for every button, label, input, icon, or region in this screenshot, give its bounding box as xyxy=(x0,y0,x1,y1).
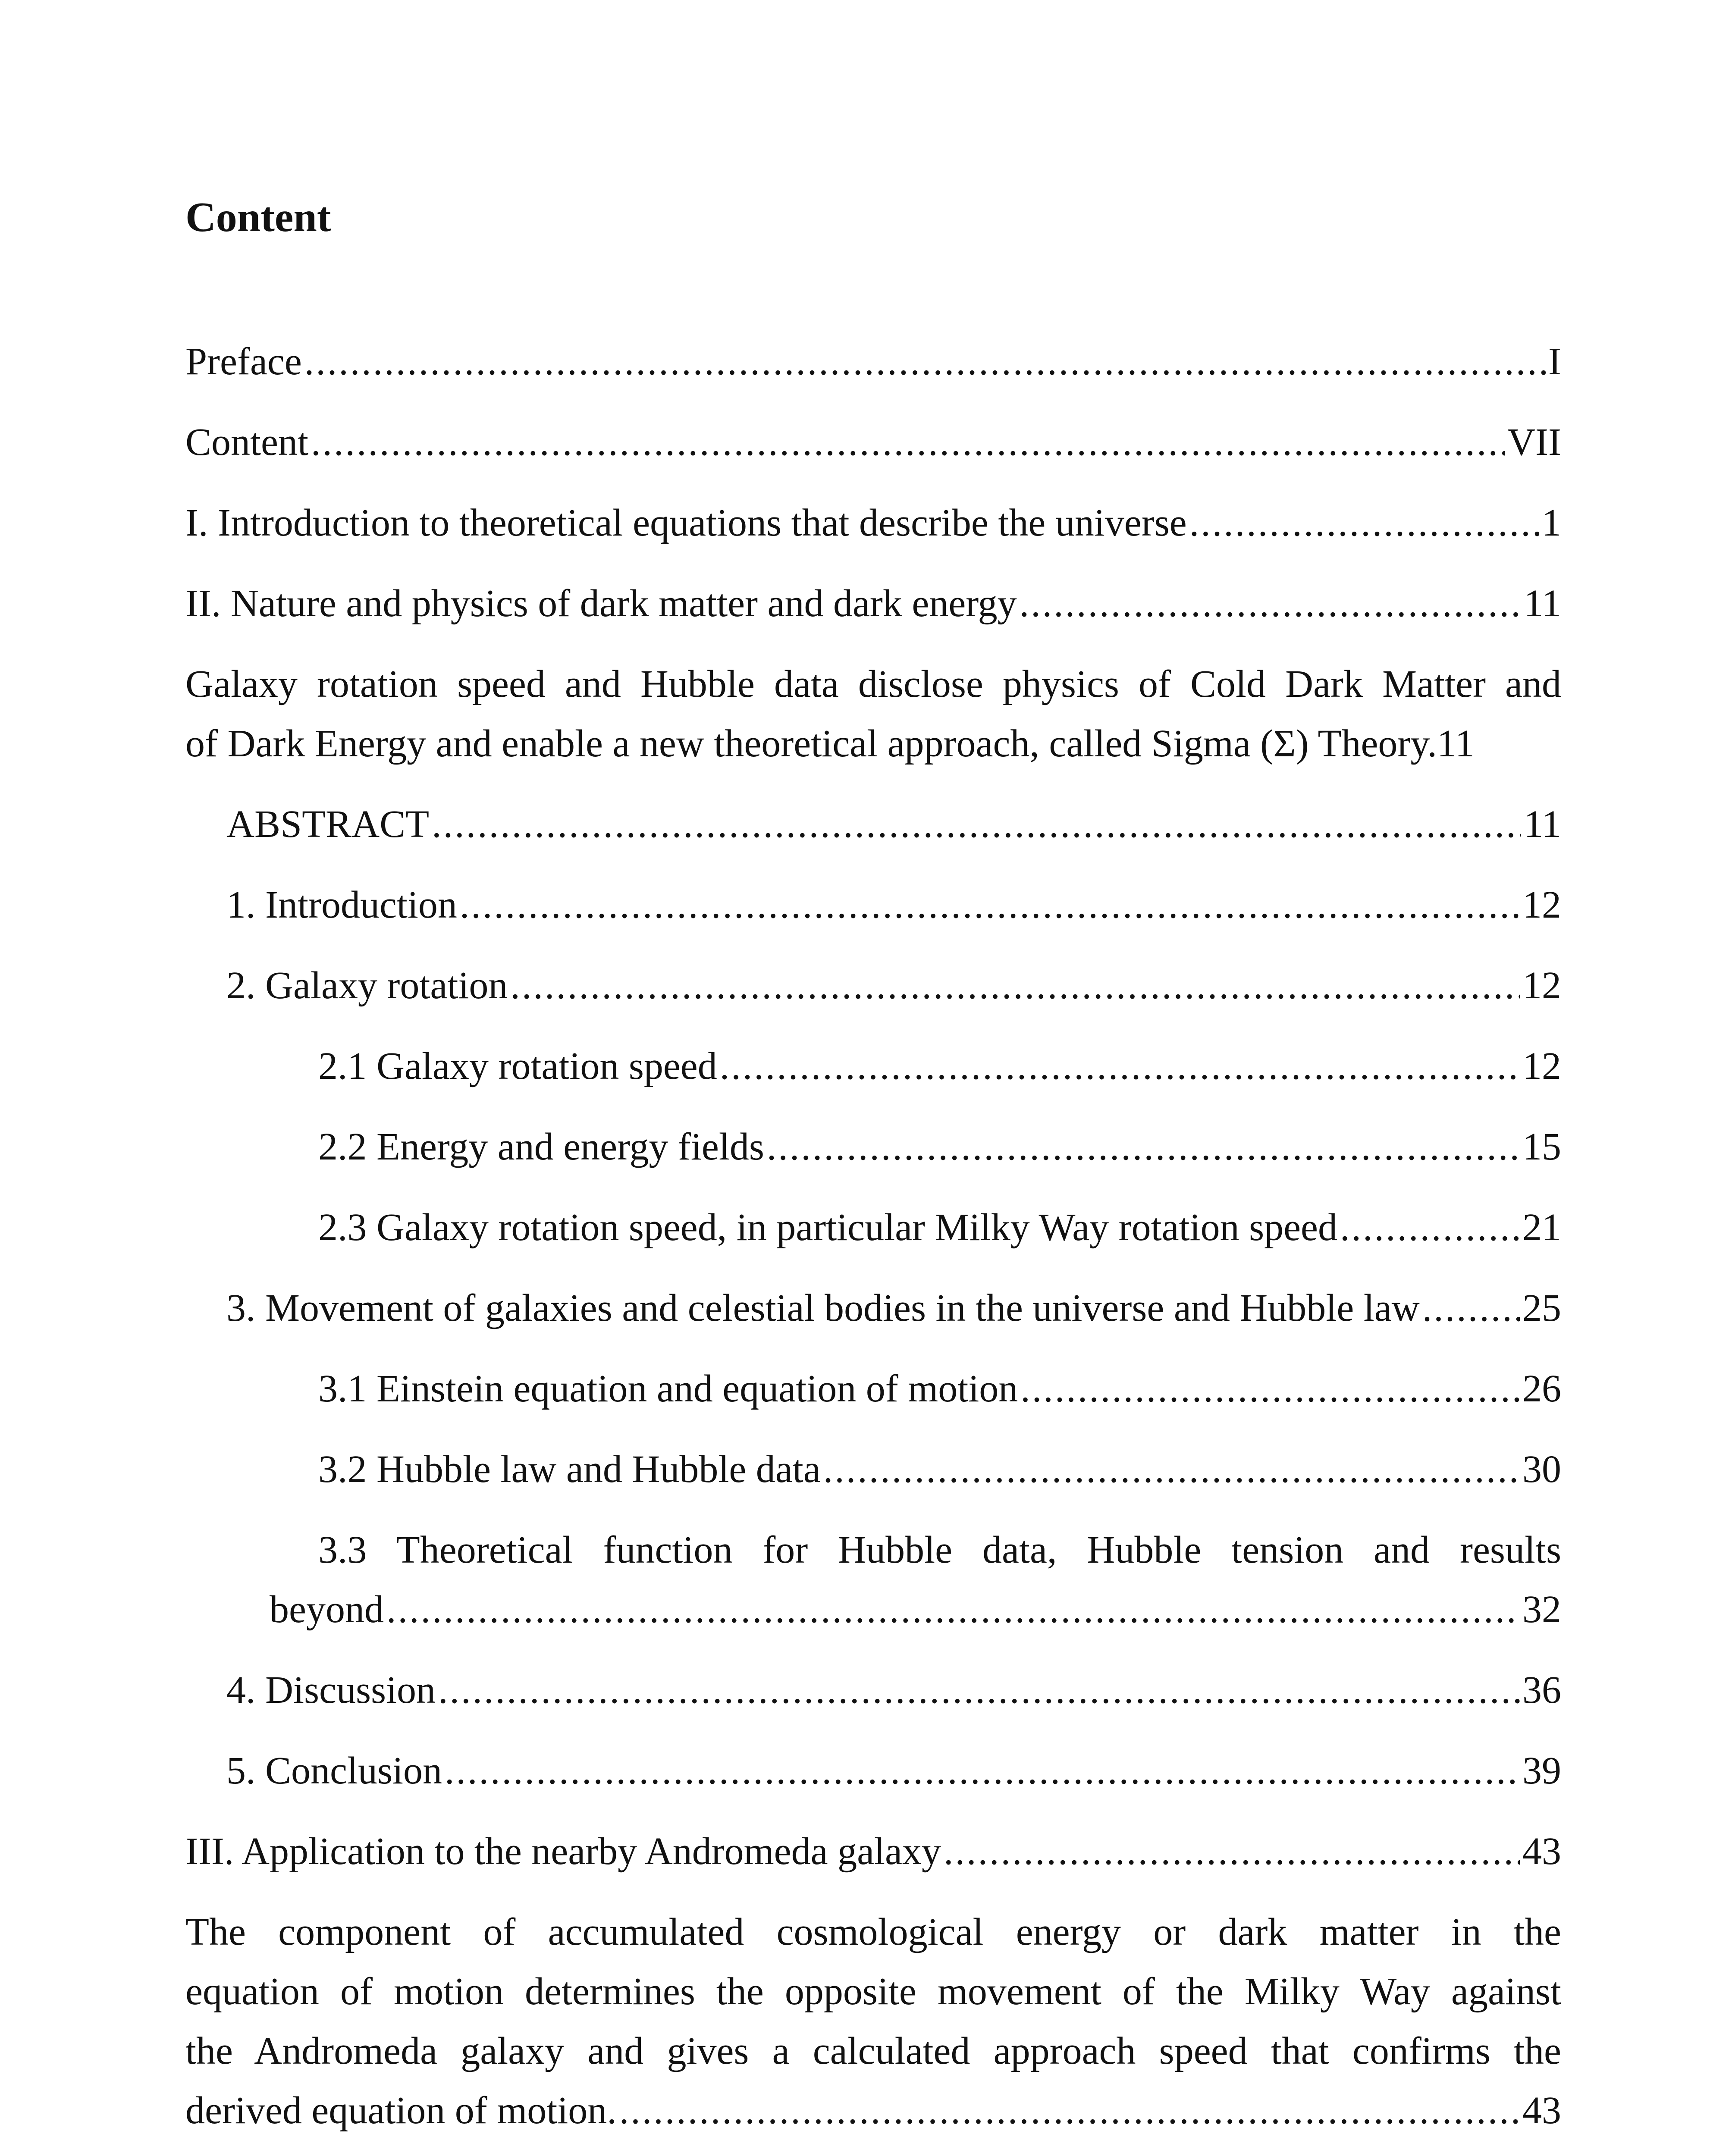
toc-entry-page: 26 xyxy=(1522,1367,1561,1410)
toc-entry-page: 11 xyxy=(1524,582,1561,625)
toc-entry-chapter-2[interactable] xyxy=(185,574,1561,633)
toc-entry-label: derived equation of motion. xyxy=(185,2089,617,2132)
toc-entry-label: I. Introduction to theoretical equations that describe the universe xyxy=(185,501,1187,544)
toc-entry-label-line: equation of motion determines the opposite movement of the Milky Way against xyxy=(185,1970,1561,2013)
dot-leader xyxy=(767,1117,1520,1177)
toc-entry-section-2-3[interactable] xyxy=(185,1198,1561,1257)
toc-entry-page: 21 xyxy=(1522,1206,1561,1249)
toc-entry-section-3-2[interactable] xyxy=(185,1440,1561,1499)
toc-entry-page: VII xyxy=(1507,421,1561,464)
toc-entry-section-3-1[interactable] xyxy=(185,1359,1561,1419)
dot-leader xyxy=(311,413,1505,472)
toc-entry-section-2-1[interactable] xyxy=(185,1037,1561,1096)
toc-entry-label: beyond xyxy=(270,1588,384,1631)
toc-entry-label: 1. Introduction xyxy=(226,884,457,926)
toc-entry-page: I xyxy=(1548,340,1561,383)
dot-leader xyxy=(386,1580,1520,1639)
toc-entry-preface[interactable] xyxy=(185,332,1561,392)
toc-entry-page: 15 xyxy=(1522,1125,1561,1168)
toc-entry-page: 43 xyxy=(1522,1830,1561,1873)
toc-entry-label: 2.1 Galaxy rotation speed xyxy=(318,1045,717,1087)
toc-entry-discussion[interactable] xyxy=(185,1661,1561,1720)
dot-leader xyxy=(720,1037,1520,1096)
dot-leader xyxy=(944,1822,1520,1881)
toc-entry-label-line: 3.3 Theoretical function for Hubble data, Hubble tension and results xyxy=(318,1529,1561,1571)
toc-entry-label: 2. Galaxy rotation xyxy=(226,964,508,1007)
toc-entry-conclusion[interactable] xyxy=(185,1741,1561,1801)
toc-entry-label: Content xyxy=(185,421,308,464)
toc-entry-label: 3.1 Einstein equation and equation of motion xyxy=(318,1367,1018,1410)
toc-entry-page: 32 xyxy=(1522,1588,1561,1631)
toc-entry-label: ABSTRACT xyxy=(226,803,430,846)
toc-entry-label: 4. Discussion xyxy=(226,1669,436,1711)
toc-entry-label: 2.2 Energy and energy fields xyxy=(318,1125,764,1168)
toc-entry-label-line: Galaxy rotation speed and Hubble data disclose physics of Cold Dark Matter and xyxy=(185,663,1561,705)
dot-leader xyxy=(1020,574,1522,633)
dot-leader xyxy=(1020,1359,1520,1419)
toc-entry-galaxy-rotation[interactable] xyxy=(185,956,1561,1015)
toc-entry-page: 1 xyxy=(1542,501,1561,544)
toc-entry-label-line: the Andromeda galaxy and gives a calculated approach speed that confirms the xyxy=(185,2030,1561,2072)
dot-leader xyxy=(823,1440,1520,1499)
toc-entry-section-3[interactable] xyxy=(185,1279,1561,1338)
toc-entry-section-3-3[interactable] xyxy=(185,1520,1561,1639)
toc-entry-paper-title-2[interactable] xyxy=(185,1902,1561,2140)
toc-entry-chapter-1[interactable] xyxy=(185,493,1561,553)
toc-entry-abstract-1[interactable] xyxy=(185,795,1561,854)
toc-entry-label: III. Application to the nearby Andromeda galaxy xyxy=(185,1830,941,1873)
dot-leader xyxy=(1189,493,1539,553)
dot-leader xyxy=(304,332,1546,392)
toc-entry-section-2-2[interactable] xyxy=(185,1117,1561,1177)
toc-entry-label: 3. Movement of galaxies and celestial bodies in the universe and Hubble law xyxy=(226,1287,1420,1329)
toc-entry-page: 25 xyxy=(1522,1287,1561,1329)
toc-entry-page: 43 xyxy=(1522,2089,1561,2132)
dot-leader xyxy=(460,875,1520,935)
toc-entry-label: of Dark Energy and enable a new theoretical approach, called Sigma (Σ) Theory. xyxy=(185,722,1437,765)
toc-entry-label-line: The component of accumulated cosmological energy or dark matter in the xyxy=(185,1911,1561,1953)
table-of-contents xyxy=(185,332,1561,2156)
toc-entry-page: 12 xyxy=(1522,1045,1561,1087)
dot-leader xyxy=(445,1741,1520,1801)
toc-entry-label: Preface xyxy=(185,340,302,383)
toc-entry-page: 39 xyxy=(1522,1749,1561,1792)
toc-entry-page: 36 xyxy=(1522,1669,1561,1711)
dot-leader xyxy=(432,795,1521,854)
toc-entry-content[interactable] xyxy=(185,413,1561,472)
toc-entry-label: 2.3 Galaxy rotation speed, in particular Milky Way rotation speed xyxy=(318,1206,1337,1249)
dot-leader xyxy=(1422,1279,1520,1338)
toc-entry-page: 12 xyxy=(1522,964,1561,1007)
toc-entry-label: 5. Conclusion xyxy=(226,1749,442,1792)
toc-entry-page: 11 xyxy=(1437,722,1475,765)
toc-entry-paper-title-1[interactable] xyxy=(185,655,1561,774)
dot-leader xyxy=(1340,1198,1520,1257)
dot-leader xyxy=(619,2081,1520,2140)
toc-entry-chapter-3[interactable] xyxy=(185,1822,1561,1881)
toc-entry-label: II. Nature and physics of dark matter and dark energy xyxy=(185,582,1017,625)
toc-entry-page: 11 xyxy=(1524,803,1561,846)
toc-entry-page: 30 xyxy=(1522,1448,1561,1491)
toc-entry-page: 12 xyxy=(1522,884,1561,926)
toc-entry-introduction[interactable] xyxy=(185,875,1561,935)
toc-entry-label: 3.2 Hubble law and Hubble data xyxy=(318,1448,821,1491)
dot-leader xyxy=(510,956,1520,1015)
dot-leader xyxy=(438,1661,1520,1720)
page-title: Content xyxy=(185,194,331,241)
